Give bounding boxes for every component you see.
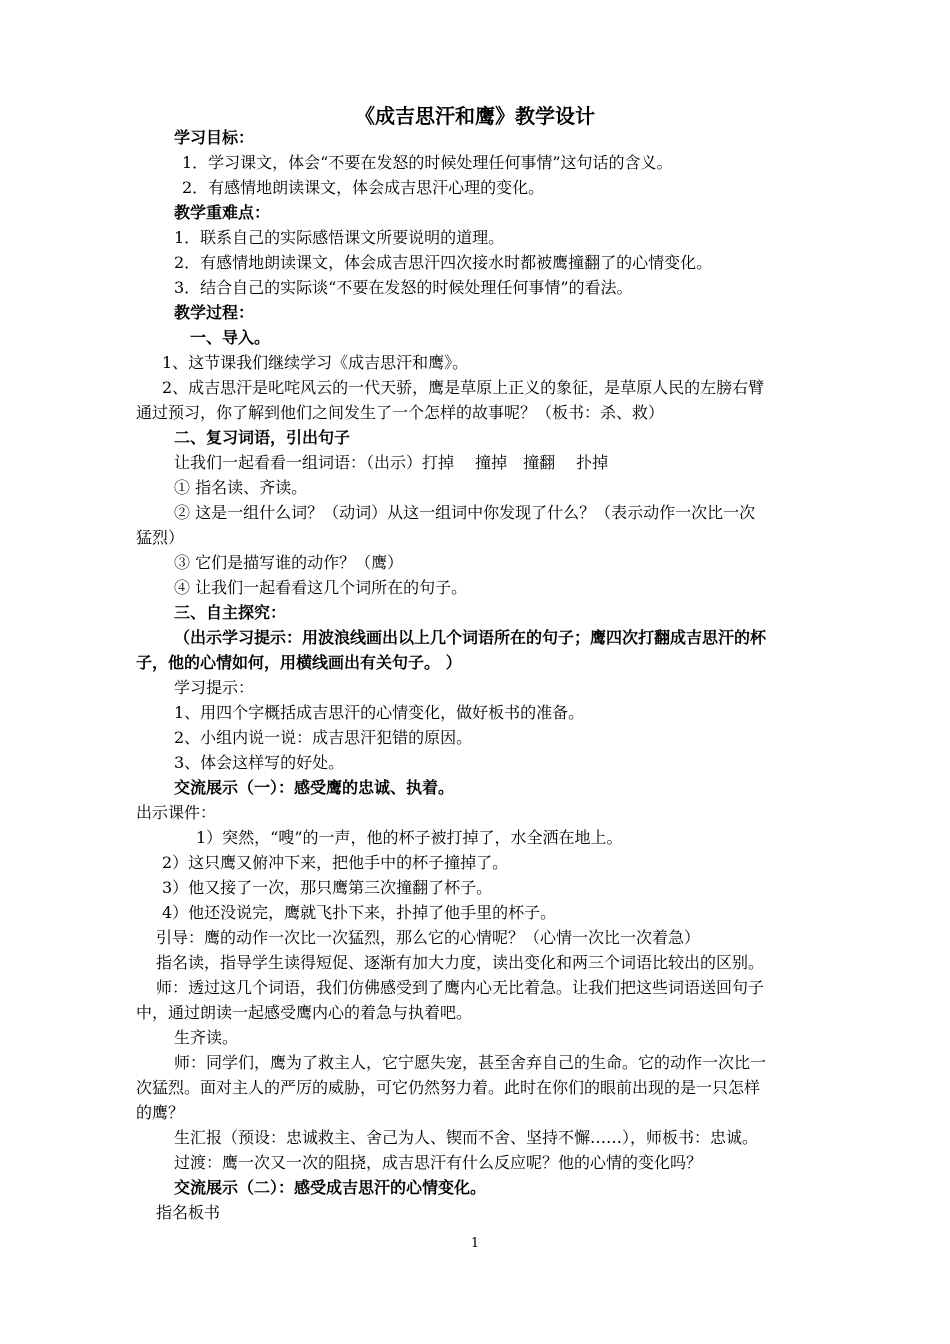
- section-2-question-2-line-1: ② 这是一组什么词？（动词）从这一组词中你发现了什么？（表示动作一次比一次: [174, 503, 756, 522]
- teacher-2-line-2: 次猛烈。面对主人的严厉的威胁，可它仍然努力着。此时在你们的眼前出现的是一只怎样: [136, 1078, 761, 1097]
- section-3-heading: 三、自主探究：: [174, 603, 287, 622]
- keypoint-1: 1．联系自己的实际感悟课文所要说明的道理。: [174, 228, 505, 247]
- section-2-question-3: ③ 它们是描写谁的动作？（鹰）: [174, 553, 404, 572]
- objectives-heading: 学习目标：: [174, 128, 255, 147]
- share-1-heading: 交流展示（一）：感受鹰的忠诚、执着。: [174, 778, 455, 797]
- section-2-heading: 二、复习词语，引出句子: [174, 428, 351, 447]
- tips-heading: 学习提示：: [174, 678, 255, 697]
- tip-1: 1、用四个字概括成吉思汗的心情变化，做好板书的准备。: [174, 703, 585, 722]
- teacher-1-line-2: 中，通过朗读一起感受鹰内心的着急与执着吧。: [136, 1003, 473, 1022]
- courseware-label: 出示课件：: [136, 803, 217, 822]
- guide-text: 引导：鹰的动作一次比一次猛烈，那么它的心情呢？（心情一次比一次着急）: [156, 928, 701, 947]
- tip-3: 3、体会这样写的好处。: [174, 753, 345, 772]
- section-1-paragraph-2-line-1: 2、成吉思汗是叱咤风云的一代天骄，鹰是草原上正义的象征，是草原人民的左膀右臂: [162, 378, 765, 397]
- keypoints-heading: 教学重难点：: [174, 203, 271, 222]
- student-report-text: 生汇报（预设：忠诚救主、舍己为人、锲而不舍、坚持不懈……），师板书：忠诚。: [174, 1128, 759, 1147]
- read-guide-text: 指名读，指导学生读得短促、逐渐有加大力度，读出变化和两三个词语比较出的区别。: [156, 953, 765, 972]
- transition-text: 过渡：鹰一次又一次的阻挠，成吉思汗有什么反应呢？他的心情的变化吗？: [174, 1153, 703, 1172]
- section-2-intro: 让我们一起看看一组词语：（出示）打掉 撞掉 撞翻 扑掉: [174, 453, 609, 472]
- page-number: 1: [470, 1236, 480, 1251]
- courseware-item-3: 3）他又接了一次，那只鹰第三次撞翻了杯子。: [162, 878, 493, 897]
- share-2-heading: 交流展示（二）：感受成吉思汗的心情变化。: [174, 1178, 487, 1197]
- teacher-1-line-1: 师：透过这几个词语，我们仿佛感受到了鹰内心无比着急。让我们把这些词语送回句子: [156, 978, 765, 997]
- keypoint-2: 2．有感情地朗读课文，体会成吉思汗四次接水时都被鹰撞翻了的心情变化。: [174, 253, 713, 272]
- page-title: 《成吉思汗和鹰》教学设计: [355, 104, 595, 128]
- section-2-question-4: ④ 让我们一起看看这几个词所在的句子。: [174, 578, 468, 597]
- teacher-2-line-3: 的鹰？: [136, 1103, 185, 1122]
- section-3-tip-line-2: 子，他的心情如何，用横线画出有关句子。 ）: [136, 653, 462, 672]
- section-1-heading: 一、导入。: [190, 328, 271, 347]
- section-1-paragraph-2-line-2: 通过预习，你了解到他们之间发生了一个怎样的故事呢？（板书：杀、救）: [136, 403, 665, 422]
- objective-1: 1．学习课文，体会“不要在发怒的时候处理任何事情”这句话的含义。: [182, 153, 673, 172]
- tip-2: 2、小组内说一说：成吉思汗犯错的原因。: [174, 728, 473, 747]
- section-2-question-1: ① 指名读、齐读。: [174, 478, 308, 497]
- section-1-paragraph-1: 1、这节课我们继续学习《成吉思汗和鹰》。: [162, 353, 469, 372]
- section-2-question-2-line-2: 猛烈）: [136, 528, 185, 547]
- keypoint-3: 3．结合自己的实际谈“不要在发怒的时候处理任何事情”的看法。: [174, 278, 633, 297]
- process-heading: 教学过程：: [174, 303, 255, 322]
- read-all-text: 生齐读。: [174, 1028, 239, 1047]
- objective-2: 2．有感情地朗读课文，体会成吉思汗心理的变化。: [182, 178, 545, 197]
- section-3-tip-line-1: （出示学习提示：用波浪线画出以上几个词语所在的句子；鹰四次打翻成吉思汗的杯: [174, 628, 767, 647]
- teacher-2-line-1: 师：同学们，鹰为了救主人，它宁愿失宠，甚至舍弃自己的生命。它的动作一次比一: [174, 1053, 767, 1072]
- courseware-item-4: 4）他还没说完，鹰就飞扑下来，扑掉了他手里的杯子。: [162, 903, 557, 922]
- board-label: 指名板书: [156, 1203, 221, 1222]
- courseware-item-1: 1）突然，“嗖”的一声，他的杯子被打掉了，水全洒在地上。: [196, 828, 623, 847]
- courseware-item-2: 2）这只鹰又俯冲下来，把他手中的杯子撞掉了。: [162, 853, 509, 872]
